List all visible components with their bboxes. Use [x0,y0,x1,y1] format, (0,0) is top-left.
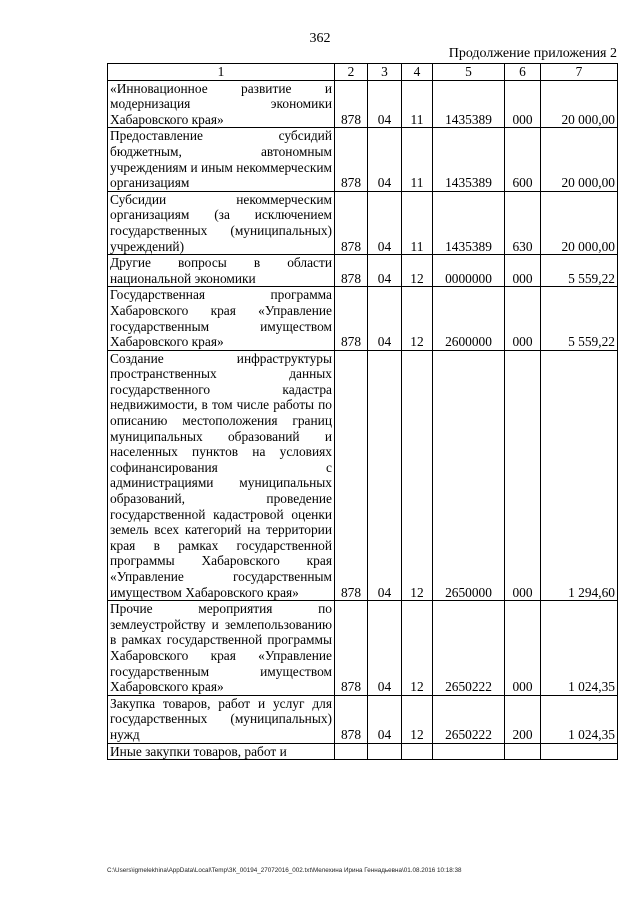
appendix-continuation-label: Продолжение приложения 2 [448,46,617,61]
row-expense-type-cell: 000 [505,601,541,696]
row-target-article-cell [433,743,505,760]
header-cell-5: 5 [433,64,505,81]
row-subsection-cell: 11 [402,191,433,254]
table-row [108,191,618,254]
row-ministry-code-cell: 878 [335,695,368,743]
row-subsection-cell: 12 [402,287,433,350]
row-expense-type-cell: 200 [505,695,541,743]
row-expense-type-cell: 000 [505,80,541,128]
row-section-cell: 04 [368,601,402,696]
row-name-cell: Государственная программа Хабаровского края «Управление государственным имуществом Хабаровского края» [108,287,335,350]
row-target-article-cell: 1435389 [433,128,505,191]
row-section-cell [368,743,402,760]
row-name-cell: Закупка товаров, работ и услуг для государственных (муниципальных) нужд [108,695,335,743]
row-amount-cell: 1 294,60 [541,350,618,601]
row-subsection-cell: 12 [402,255,433,287]
table-row [108,255,618,287]
row-amount-cell [541,743,618,760]
row-section-cell: 04 [368,350,402,601]
row-expense-type-cell: 000 [505,350,541,601]
table-row [108,80,618,128]
row-ministry-code-cell: 878 [335,601,368,696]
row-expense-type-cell: 000 [505,287,541,350]
row-section-cell: 04 [368,255,402,287]
row-target-article-cell: 2600000 [433,287,505,350]
row-name-cell: Другие вопросы в области национальной экономики [108,255,335,287]
row-subsection-cell [402,743,433,760]
row-section-cell: 04 [368,287,402,350]
row-subsection-cell: 11 [402,80,433,128]
footer-file-path: C:\Users\igmelekhina\AppData\Local\Temp\ЗК_00194_27072016_002.txt\Мелехина Ирина Геннадьевна\01.08.2016 10:18:38 [107,867,462,874]
row-section-cell: 04 [368,128,402,191]
row-target-article-cell: 1435389 [433,80,505,128]
row-amount-cell: 5 559,22 [541,287,618,350]
table-row [108,601,618,696]
header-cell-6: 6 [505,64,541,81]
row-target-article-cell: 2650000 [433,350,505,601]
row-name-cell: Прочие мероприятия по землеустройству и землепользованию в рамках государственной программы Хабаровского края «Управление государственным имуществом Хабаровского края» [108,601,335,696]
row-section-cell: 04 [368,695,402,743]
row-amount-cell: 20 000,00 [541,191,618,254]
row-amount-cell: 20 000,00 [541,128,618,191]
row-expense-type-cell: 630 [505,191,541,254]
row-amount-cell: 1 024,35 [541,695,618,743]
row-ministry-code-cell: 878 [335,128,368,191]
row-ministry-code-cell [335,743,368,760]
row-subsection-cell: 11 [402,128,433,191]
row-name-cell: Иные закупки товаров, работ и [108,743,335,760]
table-row [108,128,618,191]
row-subsection-cell: 12 [402,601,433,696]
table-row [108,350,618,601]
table-row [108,287,618,350]
row-expense-type-cell: 600 [505,128,541,191]
row-expense-type-cell: 000 [505,255,541,287]
row-amount-cell: 20 000,00 [541,80,618,128]
header-cell-2: 2 [335,64,368,81]
row-name-cell: «Инновационное развитие и модернизация экономики Хабаровского края» [108,80,335,128]
header-cell-7: 7 [541,64,618,81]
row-subsection-cell: 12 [402,695,433,743]
row-section-cell: 04 [368,80,402,128]
row-amount-cell: 1 024,35 [541,601,618,696]
row-target-article-cell: 1435389 [433,191,505,254]
row-section-cell: 04 [368,191,402,254]
row-ministry-code-cell: 878 [335,350,368,601]
page-number: 362 [309,31,331,46]
row-ministry-code-cell: 878 [335,80,368,128]
row-name-cell: Субсидии некоммерческим организациям (за исключением государственных (муниципальных) учреждений) [108,191,335,254]
row-target-article-cell: 2650222 [433,695,505,743]
row-subsection-cell: 12 [402,350,433,601]
header-cell-4: 4 [402,64,433,81]
row-expense-type-cell [505,743,541,760]
row-ministry-code-cell: 878 [335,255,368,287]
row-ministry-code-cell: 878 [335,287,368,350]
row-ministry-code-cell: 878 [335,191,368,254]
row-name-cell: Создание инфраструктуры пространственных данных государственного кадастра недвижимости, в том числе работы по описанию местоположения границ муниципальных образований и населенных пунктов на условиях софинансирования с администрациями муниципальных образований, проведение государственной кадастровой оценки земель всех категорий на территории края в рамках государственной программы Хабаровского края «Управление государственным имуществом Хабаровского края» [108,350,335,601]
row-target-article-cell: 2650222 [433,601,505,696]
table-row-partial [108,743,618,760]
budget-table-container [107,63,617,760]
header-cell-3: 3 [368,64,402,81]
row-name-cell: Предоставление субсидий бюджетным, автономным учреждениям и иным некоммерческим организациям [108,128,335,191]
table-header-row [108,64,618,81]
row-amount-cell: 5 559,22 [541,255,618,287]
row-target-article-cell: 0000000 [433,255,505,287]
header-cell-1: 1 [108,64,335,81]
budget-table [107,63,618,760]
table-row [108,695,618,743]
